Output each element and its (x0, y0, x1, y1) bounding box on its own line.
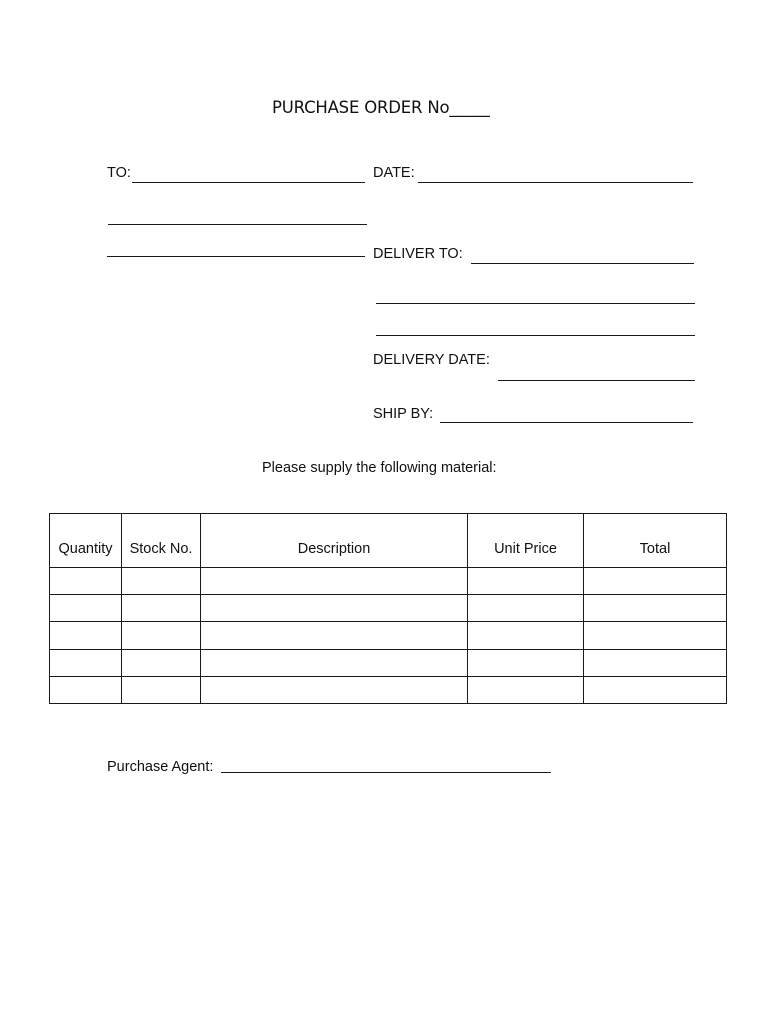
unit-price-cell[interactable] (468, 649, 584, 676)
deliver-to-line-2[interactable] (376, 303, 695, 304)
delivery-date-line[interactable] (498, 380, 695, 381)
to-label: TO: (107, 165, 131, 181)
instruction-text: Please supply the following material: (262, 460, 497, 476)
description-cell[interactable] (201, 595, 468, 622)
date-label: DATE: (373, 165, 415, 181)
stock-no-cell[interactable] (122, 568, 201, 595)
date-line[interactable] (418, 182, 693, 183)
stock-no-cell[interactable] (122, 595, 201, 622)
description-cell[interactable] (201, 622, 468, 649)
header-quantity: Quantity (50, 514, 122, 568)
total-cell[interactable] (584, 676, 727, 703)
to-line-2[interactable] (108, 224, 367, 225)
total-cell[interactable] (584, 622, 727, 649)
table-header-row (50, 514, 727, 568)
quantity-cell[interactable] (50, 568, 122, 595)
table-row (50, 622, 727, 649)
header-unit-price: Unit Price (468, 514, 584, 568)
delivery-date-label: DELIVERY DATE: (373, 352, 490, 368)
quantity-cell[interactable] (50, 622, 122, 649)
table-row (50, 649, 727, 676)
header-total: Total (584, 514, 727, 568)
total-cell[interactable] (584, 568, 727, 595)
unit-price-cell[interactable] (468, 676, 584, 703)
to-line-3[interactable] (107, 256, 365, 257)
description-cell[interactable] (201, 568, 468, 595)
deliver-to-line-1[interactable] (471, 263, 694, 264)
page-title: PURCHASE ORDER No_____ (272, 98, 490, 117)
table-row (50, 568, 727, 595)
deliver-to-label: DELIVER TO: (373, 246, 463, 262)
quantity-cell[interactable] (50, 595, 122, 622)
total-cell[interactable] (584, 649, 727, 676)
total-cell[interactable] (584, 595, 727, 622)
unit-price-cell[interactable] (468, 568, 584, 595)
ship-by-label: SHIP BY: (373, 406, 434, 422)
purchase-agent-label: Purchase Agent: (107, 759, 214, 775)
unit-price-cell[interactable] (468, 595, 584, 622)
header-description: Description (201, 514, 468, 568)
description-cell[interactable] (201, 676, 468, 703)
purchase-agent-line[interactable] (221, 772, 551, 773)
ship-by-line[interactable] (440, 422, 693, 423)
stock-no-cell[interactable] (122, 622, 201, 649)
quantity-cell[interactable] (50, 676, 122, 703)
items-table (49, 513, 727, 704)
header-stock-no: Stock No. (122, 514, 201, 568)
to-line-1[interactable] (132, 182, 365, 183)
stock-no-cell[interactable] (122, 676, 201, 703)
table-row (50, 676, 727, 703)
deliver-to-line-3[interactable] (376, 335, 695, 336)
quantity-cell[interactable] (50, 649, 122, 676)
table-row (50, 595, 727, 622)
description-cell[interactable] (201, 649, 468, 676)
unit-price-cell[interactable] (468, 622, 584, 649)
stock-no-cell[interactable] (122, 649, 201, 676)
